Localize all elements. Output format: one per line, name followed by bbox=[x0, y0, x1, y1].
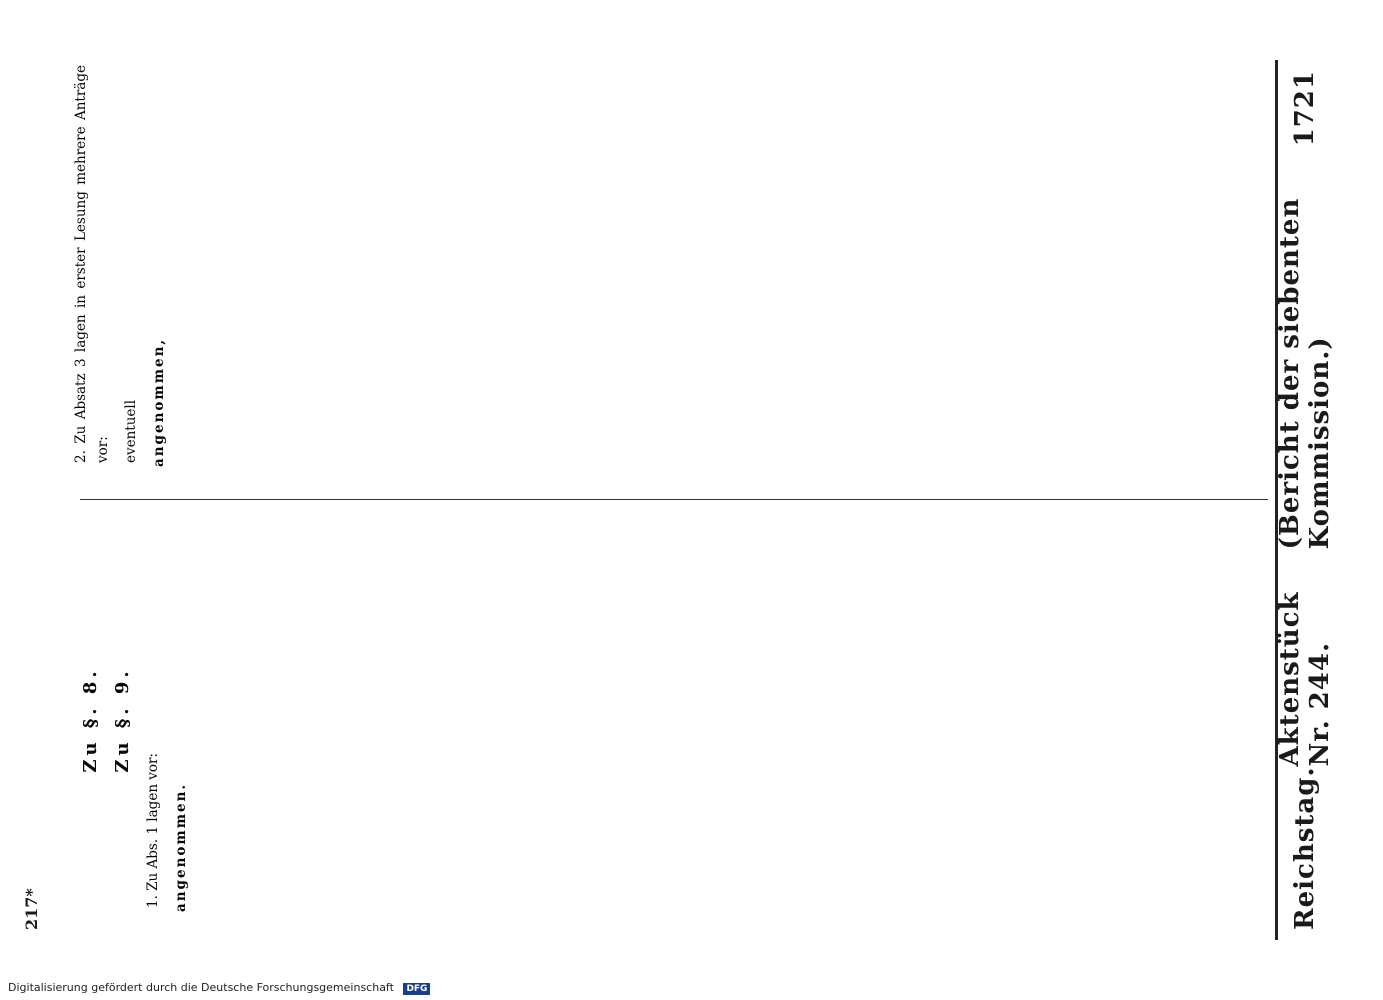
column-divider bbox=[80, 499, 1268, 500]
header-center: Aktenstück Nr. 244. bbox=[1275, 591, 1335, 767]
text-column-left bbox=[70, 510, 1268, 930]
paragraph: angenommen, bbox=[151, 337, 167, 467]
header-left: Reichstag. bbox=[1290, 766, 1320, 930]
list-item: 2. Zu Absatz 3 lagen in erster Lesung mehrere Anträge vor: bbox=[73, 65, 111, 463]
paragraph: angenommen. bbox=[173, 782, 189, 912]
text-column-right bbox=[70, 65, 1268, 485]
credit-text: Digitalisierung gefördert durch die Deutsche Forschungsgemeinschaft bbox=[8, 981, 394, 994]
digitization-credit bbox=[8, 981, 430, 995]
list-item: 1. Zu Abs. 1 lagen vor: bbox=[145, 752, 161, 908]
signature-mark: 217* bbox=[22, 888, 41, 930]
section-heading: Zu §. 9. bbox=[112, 667, 133, 773]
header-bracket: (Bericht der siebenten Kommission.) bbox=[1275, 197, 1335, 550]
section-heading: Zu §. 8. bbox=[80, 667, 101, 773]
page-header bbox=[1275, 70, 1335, 930]
dfg-logo: DFG bbox=[403, 983, 430, 995]
page-number: 1721 bbox=[1290, 70, 1320, 147]
list-item: eventuell bbox=[123, 399, 139, 463]
